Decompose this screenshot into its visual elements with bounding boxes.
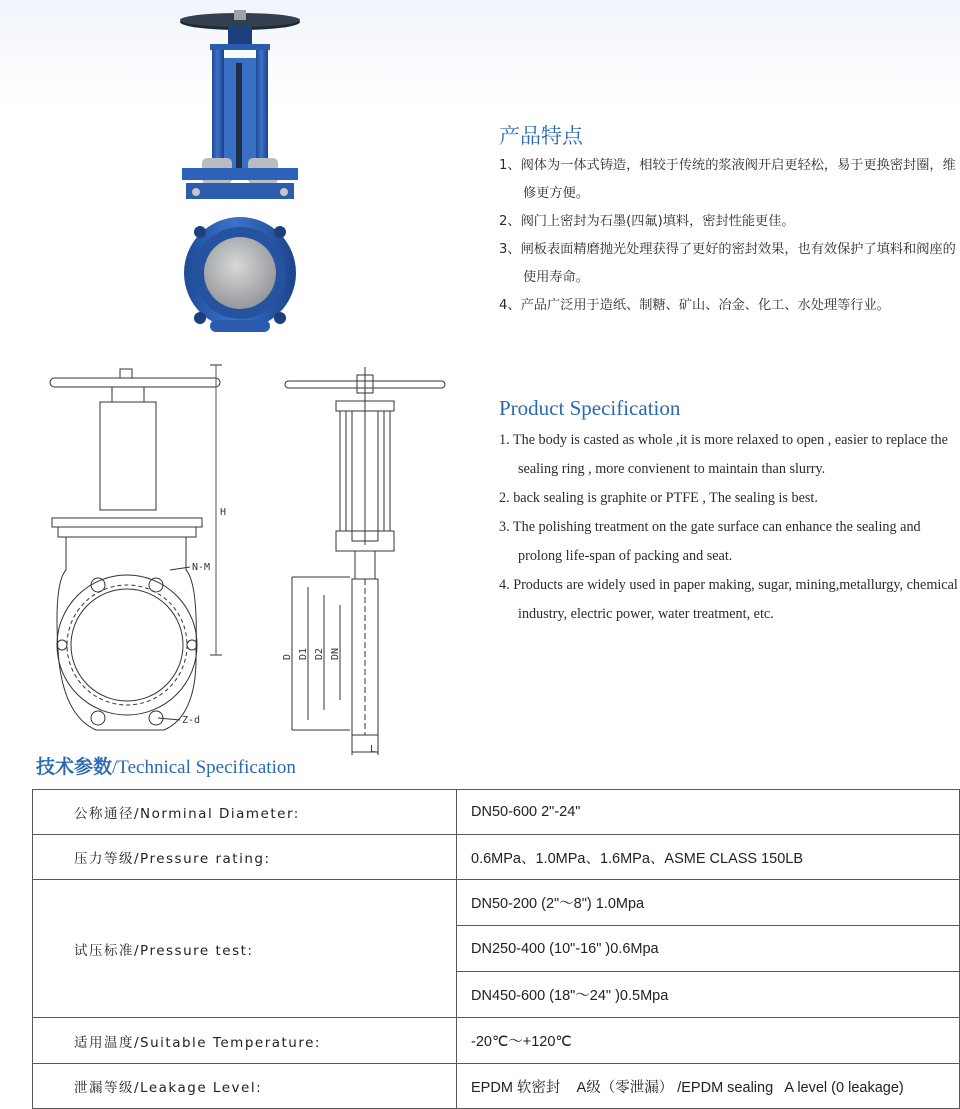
tech-spec-title-en: /Technical Specification (112, 757, 296, 778)
dim-label-d1: D1 (298, 647, 309, 660)
product-spec-item: 2. back sealing is graphite or PTFE , The sealing is best. (499, 490, 818, 506)
features-list-cn (499, 152, 960, 320)
tech-spec-title (36, 752, 296, 779)
dim-label-l: L (370, 744, 377, 755)
table-row (33, 835, 960, 880)
front-view (50, 365, 222, 730)
knife-gate-valve-photo (160, 8, 320, 338)
spec-value: EPDM 软密封 A级（零泄漏） /EPDM sealing A level (0 leakage) (457, 1064, 960, 1109)
product-spec-item: 4. Products are widely used in paper making, sugar, mining,metallurgy, chemical industry, electric power, water treatment, etc. (499, 577, 958, 622)
feature-item-cn: 1、阀体为一体式铸造，相较于传统的浆液阀开启更轻松，易于更换密封圈，维修更方便。 (499, 158, 956, 201)
spec-label: 压力等级/Pressure rating: (33, 835, 457, 880)
product-spec-title: Product Specification (499, 396, 681, 420)
handwheel-icon (180, 10, 300, 44)
dim-label-d: D (282, 653, 293, 660)
feature-item-cn: 2、阀门上密封为石墨(四氟)填料，密封性能更佳。 (499, 214, 795, 229)
top-background-band (0, 0, 960, 110)
tech-spec-table (32, 789, 960, 1109)
tech-spec-title-cn: 技术参数 (36, 756, 113, 778)
spec-label: 泄漏等级/Leakage Level: (33, 1064, 457, 1109)
table-row (33, 1018, 960, 1064)
spec-value: DN50-200 (2"～8") 1.0Mpa (457, 880, 960, 926)
spec-value: -20℃～+120℃ (457, 1018, 960, 1064)
spec-value: DN450-600 (18"～24" )0.5Mpa (457, 972, 960, 1018)
dim-label-dn: DN (330, 647, 341, 660)
spec-label: 公称通径/Norminal Diameter: (33, 790, 457, 835)
table-row (33, 880, 960, 926)
feature-item-cn: 3、闸板表面精磨抛光处理获得了更好的密封效果，也有效保护了填料和阀座的使用寿命。 (499, 242, 956, 285)
feature-item-cn: 4、产品广泛用于造纸、制糖、矿山、冶金、化工、水处理等行业。 (499, 298, 890, 313)
spec-label: 试压标准/Pressure test: (33, 880, 457, 1018)
dim-label-d2: D2 (314, 647, 325, 660)
product-spec-item: 1. The body is casted as whole ,it is more relaxed to open , easier to replace the sealing ring , more convienent to maintain than slurry. (499, 432, 948, 477)
features-title-cn: 产品特点 (499, 124, 583, 148)
side-view (285, 367, 445, 755)
spec-value: DN250-400 (10"-16" )0.6Mpa (457, 926, 960, 972)
spec-value: 0.6MPa、1.0MPa、1.6MPa、ASME CLASS 150LB (457, 835, 960, 880)
dim-label-nm: N-M (192, 562, 211, 573)
dim-label-h: H (220, 507, 227, 518)
product-spec-item: 3. The polishing treatment on the gate surface can enhance the sealing and prolong life-span of packing and seat. (499, 519, 921, 564)
dim-label-zd: Z-d (182, 715, 201, 726)
spec-value: DN50-600 2"-24" (457, 790, 960, 835)
product-spec-list (499, 426, 960, 629)
table-row (33, 790, 960, 835)
technical-drawing (40, 355, 460, 763)
table-row (33, 1064, 960, 1109)
spec-label: 适用温度/Suitable Temperature: (33, 1018, 457, 1064)
